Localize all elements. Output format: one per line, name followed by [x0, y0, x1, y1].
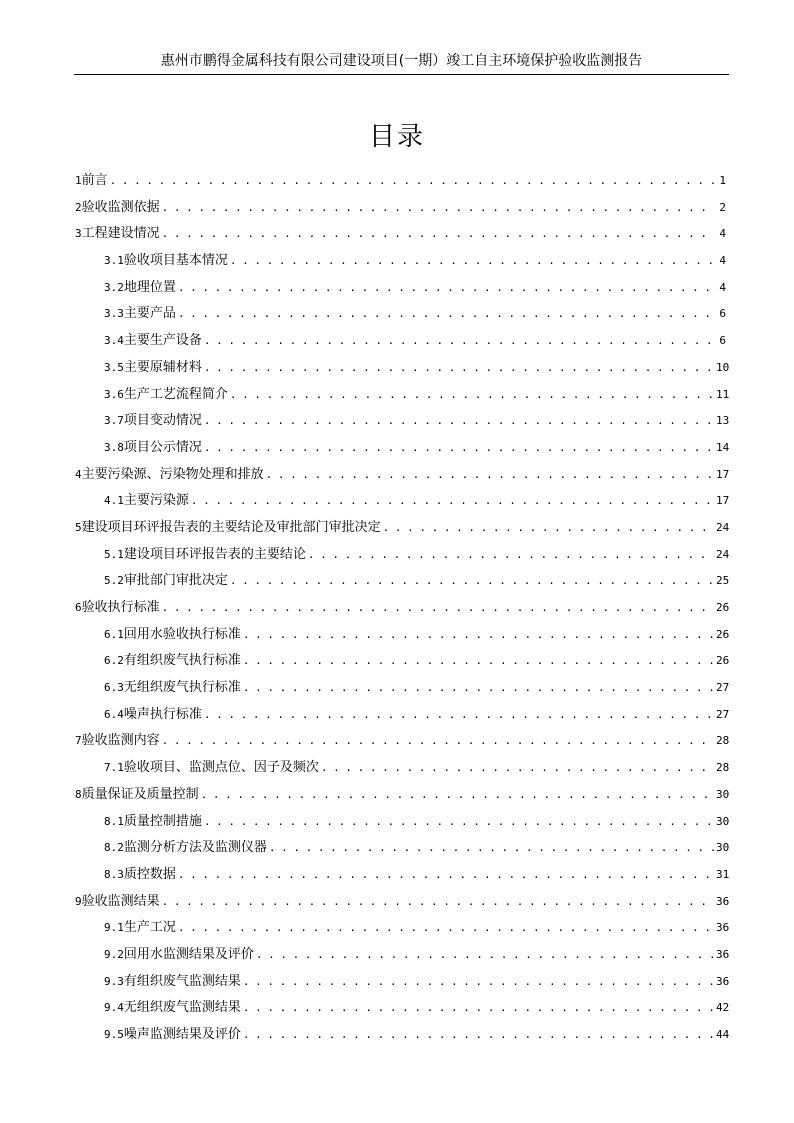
toc-entry[interactable] [75, 568, 730, 595]
toc-entry-number: 6.2 [104, 654, 124, 668]
toc-entry-number: 5.2 [104, 574, 124, 588]
toc-entry-page-number: 1 [719, 174, 726, 187]
toc-entry[interactable] [75, 221, 726, 248]
toc-entry-page-number: 11 [716, 387, 730, 401]
toc-dot-leader [230, 248, 714, 275]
toc-dot-leader [266, 462, 714, 489]
toc-dot-leader [243, 648, 714, 675]
toc-entry-title: 验收项目基本情况 [123, 253, 228, 269]
toc-entry-page-number: 26 [716, 654, 730, 668]
toc-entry-page-number: 31 [716, 867, 730, 881]
toc-entry[interactable] [75, 702, 730, 729]
toc-dot-leader [243, 969, 714, 996]
toc-dot-leader [162, 889, 714, 916]
toc-entry[interactable] [75, 835, 730, 862]
toc-entry[interactable] [75, 355, 730, 382]
toc-entry-page-number: 28 [716, 734, 730, 748]
toc-dot-leader [230, 382, 714, 409]
toc-entry-number: 9 [75, 894, 82, 908]
toc-entry-page-number: 6 [719, 307, 726, 321]
toc-entry-title: 验收监测内容 [81, 733, 160, 749]
header-divider [74, 74, 729, 75]
toc-entry[interactable] [75, 622, 730, 649]
toc-entry[interactable] [75, 862, 730, 889]
toc-entry-number: 4 [75, 467, 82, 481]
report-header-title: 惠州市鹏得金属科技有限公司建设项目(一期）竣工自主环境保护验收监测报告 [160, 53, 643, 69]
toc-entry-number: 5.1 [104, 547, 124, 561]
toc-entry[interactable] [75, 782, 730, 809]
toc-entry-title: 无组织废气执行标准 [123, 680, 241, 696]
toc-entry-number: 9.2 [104, 947, 124, 961]
toc-entry-number: 8 [75, 787, 82, 801]
toc-dot-leader [162, 195, 714, 222]
toc-dot-leader [162, 221, 714, 248]
toc-entry-page-number: 13 [716, 414, 730, 428]
toc-dot-leader [178, 915, 714, 942]
toc-entry-number: 6.1 [104, 627, 124, 641]
toc-entry-title: 工程建设情况 [81, 226, 160, 242]
toc-entry-page-number: 2 [719, 200, 726, 214]
toc-entry-number: 8.1 [104, 814, 124, 828]
toc-entry-title: 主要污染源、污染物处理和排放 [81, 466, 264, 482]
toc-entry-number: 3.4 [104, 334, 124, 348]
toc-entry[interactable] [75, 435, 730, 462]
toc-entry-page-number: 4 [719, 254, 726, 268]
toc-entry-page-number: 36 [716, 974, 730, 988]
toc-dot-leader [230, 568, 714, 595]
toc-entry[interactable] [75, 195, 726, 222]
toc-entry[interactable] [75, 969, 730, 996]
toc-entry-number: 3.1 [104, 254, 124, 268]
toc-entry-title: 主要污染源 [123, 493, 189, 509]
toc-entry-page-number: 30 [716, 787, 730, 801]
toc-entry-title: 审批部门审批决定 [123, 573, 228, 589]
toc-dot-leader [204, 435, 714, 462]
toc-entry-number: 6.4 [104, 707, 124, 721]
toc-entry[interactable] [75, 462, 730, 489]
toc-entry-title: 回用水验收执行标准 [123, 626, 241, 642]
toc-entry[interactable] [75, 275, 726, 302]
toc-entry[interactable] [75, 595, 730, 622]
toc-dot-leader [383, 515, 714, 542]
toc-entry-title: 地理位置 [123, 279, 176, 295]
toc-entry[interactable] [75, 542, 730, 569]
toc-entry-page-number: 28 [716, 761, 730, 775]
toc-entry-title: 建设项目环评报告表的主要结论 [123, 546, 306, 562]
toc-entry[interactable] [75, 248, 726, 275]
toc-entry-page-number: 44 [716, 1028, 730, 1041]
toc-entry-page-number: 27 [716, 681, 730, 695]
toc-entry-page-number: 25 [716, 574, 730, 588]
toc-entry[interactable] [75, 809, 730, 836]
toc-entry-number: 7.1 [104, 761, 124, 775]
toc-dot-leader [204, 328, 714, 355]
toc-entry-title: 生产工况 [123, 920, 176, 936]
toc-entry-number: 2 [75, 200, 82, 214]
toc-dot-leader [243, 1022, 714, 1049]
toc-entry-number: 3.6 [104, 387, 124, 401]
toc-dot-leader [178, 301, 714, 328]
toc-entry-page-number: 26 [716, 627, 730, 641]
toc-dot-leader [321, 755, 714, 782]
toc-entry-page-number: 30 [716, 841, 730, 855]
toc-entry-title: 噪声监测结果及评价 [123, 1027, 241, 1042]
toc-entry-title: 监测分析方法及监测仪器 [123, 840, 267, 856]
toc-entry[interactable] [75, 168, 726, 195]
toc-entry[interactable] [75, 301, 726, 328]
toc-dot-leader [162, 728, 714, 755]
toc-entry-title: 生产工艺流程简介 [123, 386, 228, 402]
toc-dot-leader [204, 355, 714, 382]
toc-entry-page-number: 30 [716, 814, 730, 828]
toc-entry-page-number: 36 [716, 894, 730, 908]
toc-entry-page-number: 17 [716, 467, 730, 481]
toc-entry[interactable] [75, 488, 730, 515]
toc-entry-number: 8.2 [104, 841, 124, 855]
toc-entry-title: 验收监测结果 [81, 893, 160, 909]
toc-entry-number: 7 [75, 734, 82, 748]
toc-entry-title: 前言 [81, 173, 108, 188]
toc-entry-page-number: 36 [716, 947, 730, 961]
table-of-contents [75, 168, 730, 1049]
toc-entry-number: 9.3 [104, 974, 124, 988]
toc-dot-leader [308, 542, 714, 569]
toc-entry-title: 噪声执行标准 [123, 706, 202, 722]
toc-dot-leader [162, 595, 714, 622]
toc-dot-leader [110, 168, 714, 195]
toc-entry-number: 3.7 [104, 414, 124, 428]
toc-entry[interactable] [75, 942, 730, 969]
toc-entry-title: 回用水监测结果及评价 [123, 946, 254, 962]
toc-entry-title: 验收执行标准 [81, 600, 160, 615]
toc-entry[interactable] [75, 889, 730, 916]
toc-entry-page-number: 4 [719, 227, 726, 241]
toc-entry-title: 质量保证及质量控制 [81, 786, 199, 802]
toc-entry-page-number: 4 [719, 280, 726, 294]
toc-dot-leader [256, 942, 714, 969]
toc-entry-title: 验收监测依据 [81, 199, 160, 215]
toc-entry[interactable] [75, 408, 730, 435]
toc-dot-leader [269, 835, 714, 862]
toc-dot-leader [201, 782, 714, 809]
toc-dot-leader [178, 275, 714, 302]
toc-entry-number: 3.8 [104, 440, 124, 454]
toc-entry-number: 9.1 [104, 921, 124, 935]
toc-dot-leader [204, 408, 714, 435]
toc-entry-page-number: 6 [719, 334, 726, 348]
toc-dot-leader [243, 675, 714, 702]
toc-entry-title: 项目公示情况 [123, 439, 202, 455]
toc-entry-title: 项目变动情况 [123, 413, 202, 429]
toc-dot-leader [178, 862, 714, 889]
toc-entry-number: 5 [75, 520, 82, 534]
toc-entry[interactable] [75, 915, 730, 942]
toc-title: 目录 [368, 122, 425, 152]
toc-entry-page-number: 14 [716, 440, 730, 454]
toc-entry-title: 有组织废气执行标准 [123, 653, 241, 669]
toc-entry-number: 1 [75, 174, 82, 187]
toc-entry-title: 主要生产设备 [123, 333, 202, 349]
toc-entry-title: 主要产品 [123, 306, 176, 322]
toc-entry-title: 建设项目环评报告表的主要结论及审批部门审批决定 [81, 519, 381, 535]
toc-entry-number: 6.3 [104, 681, 124, 695]
toc-entry[interactable] [75, 382, 730, 409]
toc-entry-page-number: 24 [716, 547, 730, 561]
toc-entry[interactable] [75, 1022, 730, 1049]
toc-entry-number: 9.5 [104, 1028, 124, 1041]
toc-entry-number: 4.1 [104, 494, 124, 508]
toc-dot-leader [243, 622, 714, 649]
toc-entry-number: 6 [75, 601, 82, 614]
toc-entry-number: 3.3 [104, 307, 124, 321]
toc-entry-title: 质控数据 [123, 866, 176, 882]
toc-entry-page-number: 36 [716, 921, 730, 935]
toc-entry-number: 3.5 [104, 360, 124, 374]
toc-entry-page-number: 26 [716, 601, 730, 614]
toc-entry-title: 有组织废气监测结果 [123, 973, 241, 989]
toc-entry-page-number: 42 [716, 1001, 730, 1015]
toc-dot-leader [243, 995, 714, 1022]
toc-entry[interactable] [75, 515, 730, 542]
toc-entry-page-number: 17 [716, 494, 730, 508]
toc-dot-leader [204, 809, 714, 836]
toc-entry[interactable] [75, 675, 730, 702]
toc-entry-title: 主要原辅材料 [123, 359, 202, 375]
toc-entry-page-number: 27 [716, 707, 730, 721]
toc-entry-page-number: 24 [716, 520, 730, 534]
toc-entry-title: 验收项目、监测点位、因子及频次 [123, 760, 319, 776]
toc-entry-number: 8.3 [104, 867, 124, 881]
toc-entry[interactable] [75, 328, 726, 355]
toc-entry-number: 3.2 [104, 280, 124, 294]
toc-entry[interactable] [75, 755, 730, 782]
toc-dot-leader [191, 488, 714, 515]
toc-entry-title: 质量控制措施 [123, 813, 202, 829]
toc-entry-number: 3 [75, 227, 82, 241]
toc-entry[interactable] [75, 648, 730, 675]
toc-entry-number: 9.4 [104, 1001, 124, 1015]
toc-dot-leader [204, 702, 714, 729]
toc-entry[interactable] [75, 995, 730, 1022]
toc-entry[interactable] [75, 728, 730, 755]
toc-entry-page-number: 10 [716, 360, 730, 374]
toc-entry-title: 无组织废气监测结果 [123, 1000, 241, 1016]
